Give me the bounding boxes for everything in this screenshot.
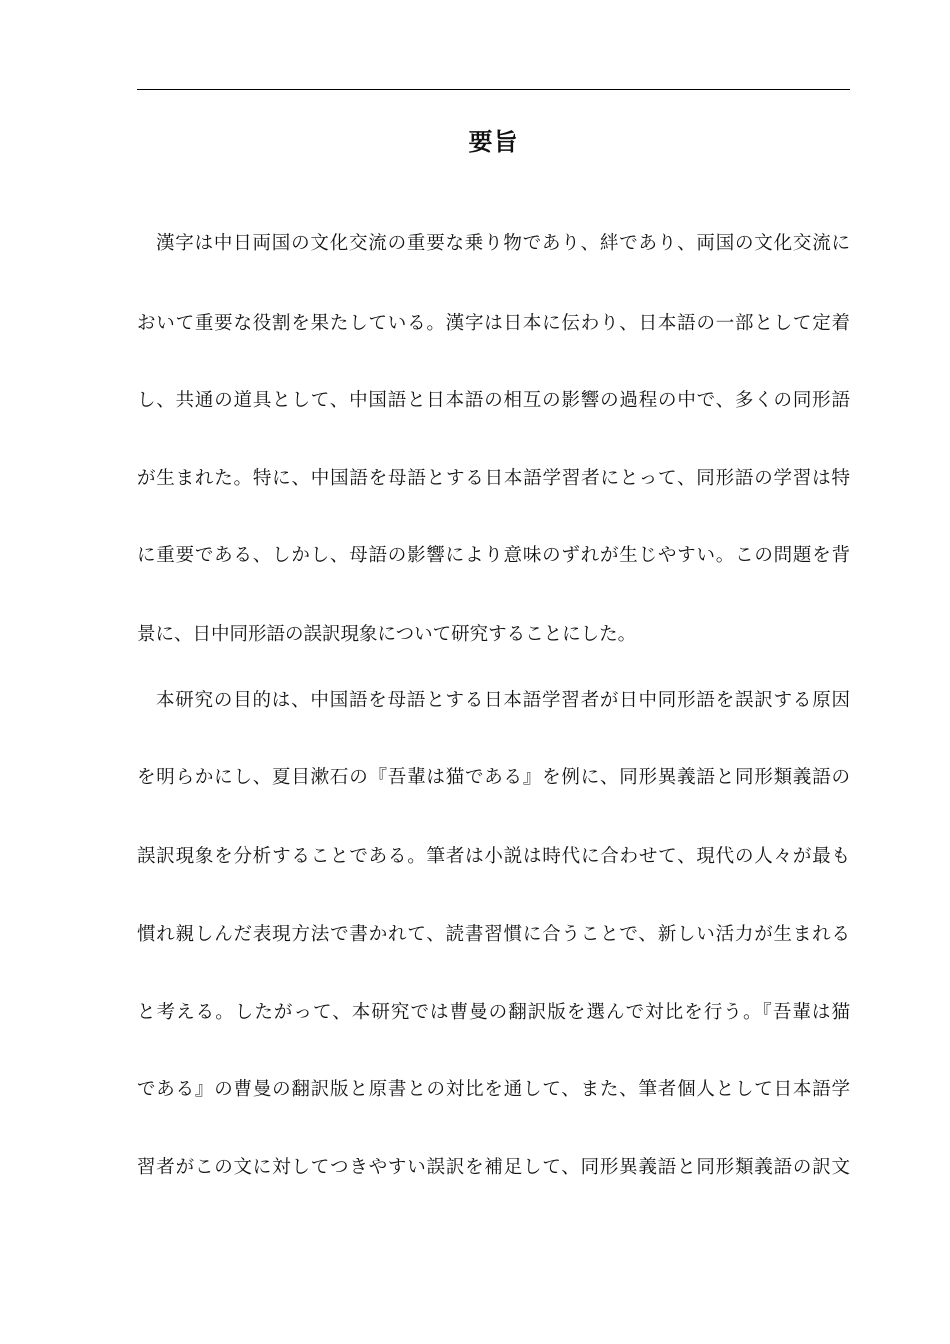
paragraph-1-line-1: 漢字は中日両国の文化交流の重要な乗り物であり、絆であり、両国の文化交流に <box>156 233 850 254</box>
header-rule <box>137 89 850 90</box>
paragraph-2-line-7: 習者がこの文に対してつきやすい誤訳を補足して、同形異義語と同形類義語の訳文 <box>137 1157 850 1178</box>
paragraph-2-line-3: 誤訳現象を分析することである。筆者は小説は時代に合わせて、現代の人々が最も <box>137 846 850 867</box>
paragraph-1-line-2: おいて重要な役割を果たしている。漢字は日本に伝わり、日本語の一部として定着 <box>137 313 850 334</box>
paragraph-1-line-5: に重要である、しかし、母語の影響により意味のずれが生じやすい。この問題を背 <box>137 545 850 566</box>
paragraph-1-line-6: 景に、日中同形語の誤訳現象について研究することにした。 <box>137 624 637 645</box>
paragraph-2-line-2: を明らかにし、夏目漱石の『吾輩は猫である』を例に、同形異義語と同形類義語の <box>137 767 850 788</box>
page-title: 要旨 <box>468 128 519 156</box>
paragraph-2-line-6: である』の曹曼の翻訳版と原書との対比を通して、また、筆者個人として日本語学 <box>137 1079 850 1100</box>
paragraph-1-line-4: が生まれた。特に、中国語を母語とする日本語学習者にとって、同形語の学習は特 <box>137 468 850 489</box>
paragraph-2-line-4: 慣れ親しんだ表現方法で書かれて、読書習慣に合うことで、新しい活力が生まれる <box>137 924 850 945</box>
paragraph-2-line-5: と考える。したがって、本研究では曹曼の翻訳版を選んで対比を行う。『吾輩は猫 <box>137 1002 850 1023</box>
paragraph-2-line-1: 本研究の目的は、中国語を母語とする日本語学習者が日中同形語を誤訳する原因 <box>156 690 850 711</box>
paragraph-1-line-3: し、共通の道具として、中国語と日本語の相互の影響の過程の中で、多くの同形語 <box>137 390 850 411</box>
